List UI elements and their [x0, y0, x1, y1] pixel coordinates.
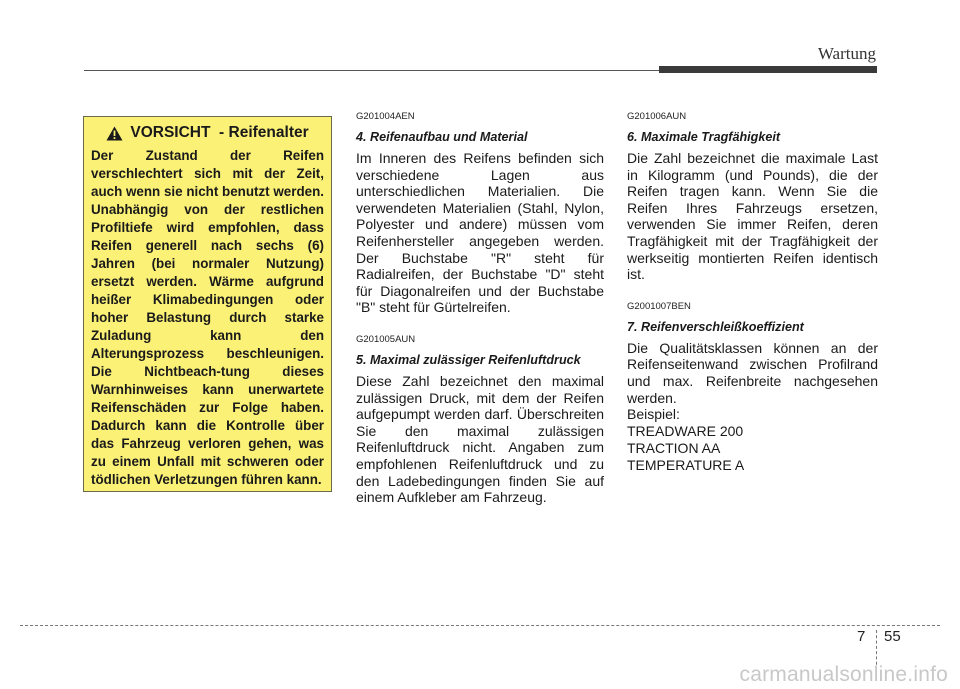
section-heading: 5. Maximal zulässiger Reifenluftdruck [356, 352, 581, 367]
warning-triangle-icon [106, 126, 123, 141]
section-text: Im Inneren des Reifens befinden sich verschiedene Lagen aus unterschiedlichen Materialien. Die verwendeten Materialien (Stahl, Nylon, Polyester und andere) müssen vom Reifenhersteller angegeben werden. Der Buchstabe "R" steht für Radialreifen, der Buchstabe "D" steht für Diagonalreifen und der Buchstabe "B" steht für Gürtelreifen. [356, 150, 604, 316]
page-number: 55 [884, 628, 901, 645]
example-line: TREADWARE 200 [627, 423, 744, 440]
section-text: Diese Zahl bezeichnet den maximal zulässigen Druck, mit dem der Reifen aufgepumpt werden darf. Überschreiten Sie den maximal zulässigen Reifenluftdruck nicht. Angaben zum empfohlenen Reifenluftdruck und zu den Ladebedingungen finden Sie auf einem Aufkleber am Fahrzeug. [356, 372, 604, 506]
caution-title [91, 123, 324, 143]
header-rule [84, 70, 684, 71]
right-column [627, 111, 878, 474]
section-code: G201005AUN [356, 333, 416, 345]
section-heading: 7. Reifenverschleißkoeffizient [627, 319, 804, 334]
footer-rule [20, 625, 940, 626]
watermark: carmanualsonline.info [739, 663, 948, 686]
section-text: Die Zahl bezeichnet die maximale Last in Kilogramm (und Pounds), die der Reifen tragen kann. Wenn Sie die Reifen Ihres Fahrzeugs ersetzen, verwenden Sie immer Reifen, deren Tragfähigkeit mit der Tragfähigkeit der werkseitig montierten Reifen identisch ist. [627, 150, 878, 283]
caution-title-text: VORSICHT - Reifenalter [130, 124, 309, 141]
caution-box [83, 116, 332, 492]
section-code: G201006AUN [627, 111, 687, 122]
caution-text: Der Zustand der Reifen verschlechtert sich mit der Zeit, auch wenn sie nicht benutzt werden. Unabhängig von der restlichen Profiltiefe wird empfohlen, dass Reifen generell nach sechs (6) Jahren (bei normaler Nutzung) ersetzt werden. Wärme aufgrund heißer Klimabedingungen oder hoher Belastung durch starke Zuladung kann den Alterungsprozess beschleunigen. Die Nichtbeach-tung dieses Warnhinweises kann unerwartete Reifenschäden zur Folge haben. Dadurch kann die Kontrolle über das Fahrzeug verloren gehen, was zu einem Unfall mit schweren oder tödlichen Verletzungen führen kann. [91, 148, 324, 487]
section-code: G2001007BEN [627, 300, 691, 312]
section-code: G201004AEN [356, 111, 415, 122]
header-accent-bar [659, 66, 877, 73]
example-line: TRACTION AA [627, 440, 721, 457]
example-label: Beispiel: [627, 406, 680, 423]
middle-column [356, 111, 604, 506]
example-line: TEMPERATURE A [627, 457, 745, 474]
chapter-number: 7 [857, 628, 866, 645]
section-text: Die Qualitätsklassen können an der Reifenseitenwand zwischen Profilrand und max. Reifenbreite nachgesehen werden. [627, 339, 878, 406]
page-header-title: Wartung [817, 44, 876, 63]
section-heading: 6. Maximale Tragfähigkeit [627, 130, 781, 144]
section-heading: 4. Reifenaufbau und Material [356, 130, 528, 144]
